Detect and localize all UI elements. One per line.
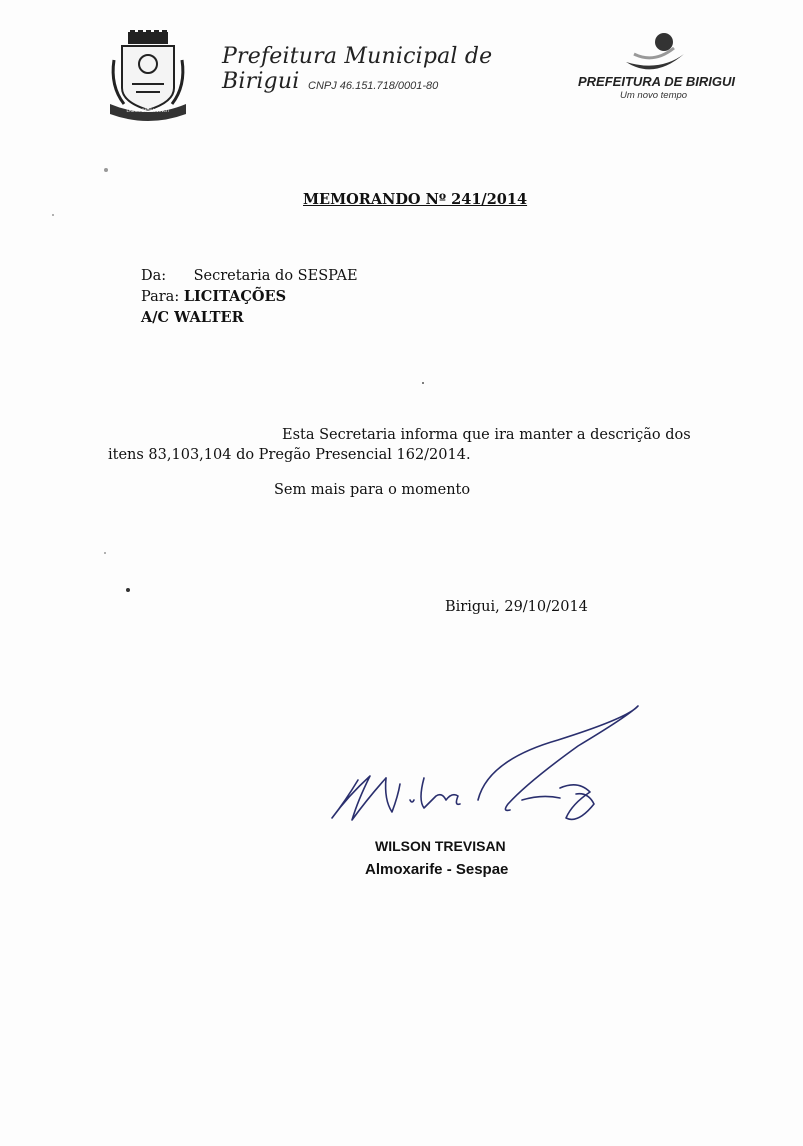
logo-name: PREFEITURA DE BIRIGUI: [578, 74, 735, 89]
handwritten-signature: [328, 700, 648, 830]
body-line-2: itens 83,103,104 do Pregão Presencial 162/2014.: [108, 447, 471, 463]
memo-body: [108, 425, 736, 465]
from-value: Secretaria do SESPAE: [193, 268, 358, 284]
from-line: [141, 268, 358, 284]
header-title: Prefeitura Municipal de Birigui: [222, 44, 493, 94]
scan-speck: [104, 168, 108, 172]
body-line-1: Esta Secretaria informa que ira manter a descrição dos: [282, 427, 691, 443]
scan-speck: [126, 588, 130, 592]
date-line: Birigui, 29/10/2014: [445, 599, 588, 615]
signer-name: WILSON TREVISAN: [375, 838, 506, 854]
to-value: LICITAÇÕES: [183, 288, 287, 305]
header-cnpj: CNPJ 46.151.718/0001-80: [308, 80, 439, 92]
crest-motto: LABOR OMNIA VINCIT: [126, 108, 170, 113]
closing-line: Sem mais para o momento: [274, 482, 471, 498]
to-line: [141, 288, 286, 305]
birigui-logo-icon: [624, 32, 688, 76]
from-label: Da:: [141, 268, 167, 284]
to-label: Para:: [141, 289, 180, 305]
attn-line: A/C WALTER: [141, 309, 244, 326]
logo-tagline: Um novo tempo: [620, 90, 688, 101]
scan-speck: [104, 552, 106, 554]
memo-title: MEMORANDO Nº 241/2014: [303, 191, 528, 208]
scan-speck: [52, 214, 54, 216]
signer-role: Almoxarife - Sespae: [365, 861, 509, 878]
scan-speck: [422, 382, 424, 384]
